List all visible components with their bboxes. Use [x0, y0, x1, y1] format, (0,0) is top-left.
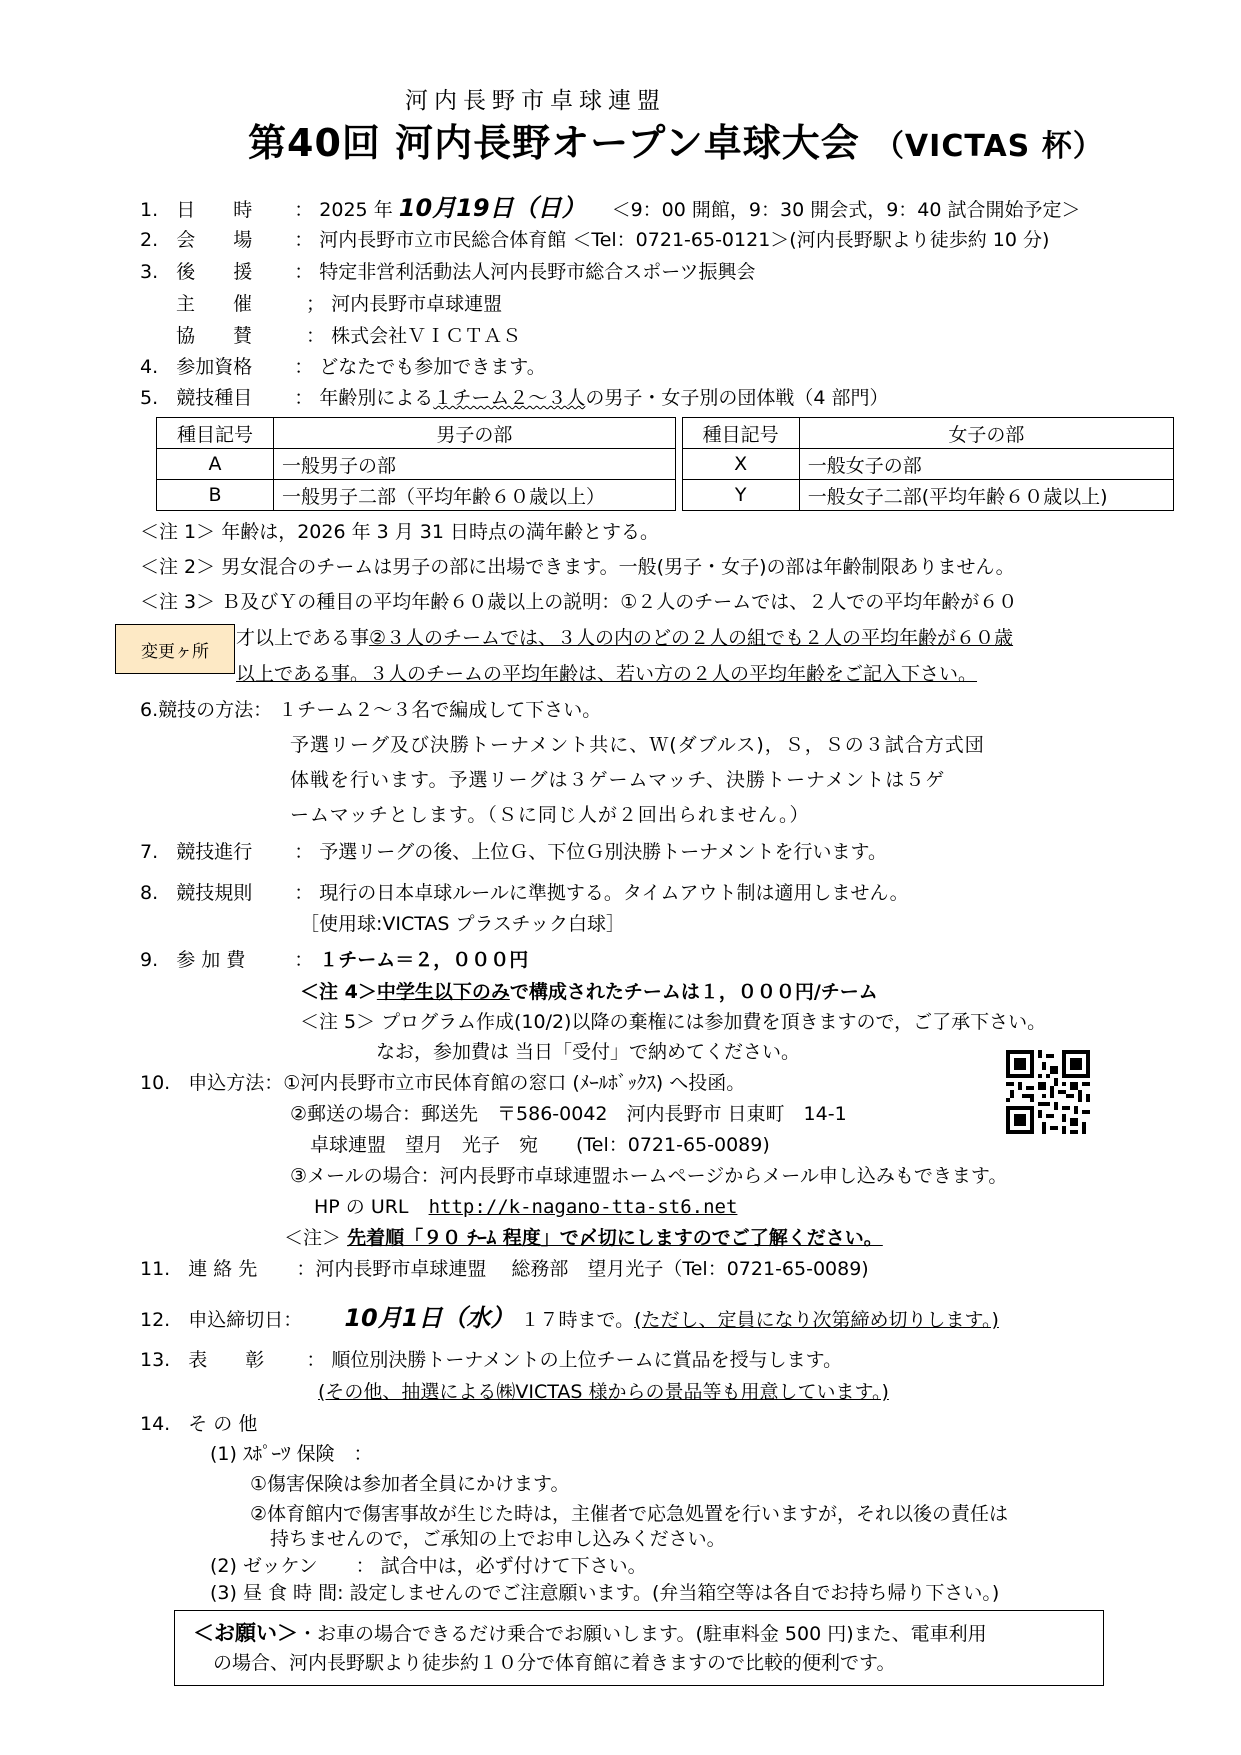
item-apply: 10. 申込方法：①河内長野市立市民体育館の窓口 (ﾒｰﾙﾎﾞｯｸｽ) へ投函。	[140, 1072, 746, 1094]
item-rules: 8. 競技規則 ： 現行の日本卓球ルールに準拠する。タイムアウト制は適用しません。	[140, 882, 909, 904]
note-3: ＜注 3＞ Ｂ及びＹの種目の平均年齢６０歳以上の説明：①２人のチームでは、２人での平均年齢が６０	[140, 591, 1018, 613]
other-lunch: (3) 昼 食 時 間: 設定しませんのでご注意願います。(弁当箱空等は各自でお持ち帰り下さい。)	[210, 1582, 1000, 1604]
other-insurance-1: ①傷害保険は参加者全員にかけます。	[250, 1473, 570, 1495]
note-3-line-2: 才以上である事②３人のチームでは、３人の内のどの２人の組でも２人の平均年齢が６０歳	[236, 627, 1014, 649]
item-host: 主 催 ； 河内長野市卓球連盟	[176, 293, 503, 315]
table-cell: 一般女子の部	[799, 449, 1173, 480]
table-cell: A	[157, 449, 274, 480]
events-table	[156, 417, 1174, 511]
apply-line-3: 卓球連盟 望月 光子 宛 (Tel：0721-65-0089)	[310, 1134, 770, 1156]
note-1: ＜注 1＞ 年齢は，2026 年 3 月 31 日時点の満年齢とする。	[140, 521, 660, 543]
event-date: 10月19日（日）	[398, 194, 586, 222]
item-progress: 7. 競技進行 ： 予選リーグの後、上位Ｇ、下位Ｇ別決勝トーナメントを行います。	[140, 841, 888, 863]
apply-note: ＜注＞ 先着順「９０ ﾁｰﾑ 程度」で〆切にしますのでご了解ください。	[284, 1227, 883, 1249]
fee-note-6: なお，参加費は 当日「受付」で納めてください。	[376, 1041, 801, 1063]
apply-line-2: ②郵送の場合：郵送先 〒586-0042 河内長野市 日東町 14-1	[290, 1103, 847, 1125]
apply-url-line: HP の URL http://k-nagano-tta-st6.net	[314, 1196, 738, 1218]
table-header: 男子の部	[274, 418, 676, 449]
other-bib: (2) ゼッケン ： 試合中は，必ず付けて下さい。	[210, 1555, 647, 1577]
table-cell: 一般女子二部(平均年齢６０歳以上)	[799, 480, 1173, 511]
method-line-3: 体戦を行います。予選リーグは３ゲームマッチ、決勝トーナメントは５ゲ	[290, 769, 946, 791]
organization-name: 河内長野市卓球連盟	[405, 88, 666, 114]
title-main: 第40回 河内長野オープン卓球大会	[248, 121, 860, 165]
changed-section-label: 変更ヶ所	[115, 624, 235, 674]
page-title	[248, 112, 1104, 167]
request-box	[174, 1610, 1104, 1686]
item-support: 3. 後 援 ： 特定非営利活動法人河内長野市総合スポーツ振興会	[140, 261, 756, 283]
rules-ball: ［使用球:VICTAS プラスチック白球］	[300, 913, 625, 935]
note-2: ＜注 2＞ 男女混合のチームは男子の部に出場できます。一般(男子・女子)の部は年齢制限ありません。	[140, 556, 1015, 578]
table-row	[157, 449, 1174, 480]
item-deadline: 12. 申込締切日： 10月1日（水） １７時まで。(ただし、定員になり次第締め切りします。)	[140, 1304, 999, 1332]
method-line-4: ームマッチとします。（Ｓに同じ人が２回出られません。）	[290, 804, 810, 826]
table-cell: B	[157, 480, 274, 511]
table-cell: 一般男子の部	[274, 449, 676, 480]
table-header-row	[157, 418, 1174, 449]
note-3-line-3: 以上である事。３人のチームの平均年齢は、若い方の２人の平均年齢をご記入下さい。	[236, 663, 978, 685]
request-line-1: ＜お願い＞・お車の場合できるだけ乗合でお願いします。(駐車料金 500 円)また、電車利用	[193, 1621, 987, 1645]
item-fee: 9. 参 加 費 ： １チーム＝２，０００円	[140, 949, 529, 971]
table-header: 種目記号	[157, 418, 274, 449]
item-venue: 2. 会 場 ： 河内長野市立市民総合体育館 ＜Tel：0721-65-0121＞(河内長野駅より徒歩約 10 分)	[140, 229, 1050, 251]
item-date: 1. 日 時 ： 2025 年 10月19日（日） ＜9：00 開館，9：30 開会式，9：40 試合開始予定＞	[140, 194, 1081, 222]
qr-code-icon	[1006, 1050, 1090, 1134]
item-award: 13. 表 彰 ： 順位別決勝トーナメントの上位チームに賞品を授与します。	[140, 1349, 843, 1371]
other-insurance: (1) ｽﾎﾟｰﾂ 保険 ：	[210, 1443, 373, 1465]
apply-line-4: ③メールの場合：河内長野市卓球連盟ホームページからメール申し込みもできます。	[290, 1165, 1008, 1187]
table-cell: 一般男子二部（平均年齢６０歳以上）	[274, 480, 676, 511]
fee-note-4: ＜注 4＞中学生以下のみで構成されたチームは１，０００円/チーム	[300, 981, 878, 1003]
item-eligibility: 4. 参加資格 ： どなたでも参加できます。	[140, 356, 546, 378]
item-sponsor: 協 賛 ： 株式会社ＶＩＣＴＡＳ	[176, 325, 522, 347]
table-row	[157, 480, 1174, 511]
method-line-2: 予選リーグ及び決勝トーナメント共に、Ｗ(ダブルス)，Ｓ，Ｓの３試合方式団	[290, 734, 985, 756]
item-events: 5. 競技種目 ： 年齢別による１チーム２～３人の男子・女子別の団体戦（4 部門）	[140, 387, 889, 409]
homepage-link[interactable]: http://k-nagano-tta-st6.net	[428, 1196, 738, 1218]
fee-note-5: ＜注 5＞ プログラム作成(10/2)以降の棄権には参加費を頂きますので，ご了承下さい。	[300, 1011, 1047, 1033]
item-other: 14. そ の 他	[140, 1413, 258, 1435]
request-line-2: の場合、河内長野駅より徒歩約１０分で体育館に着きますので比較的便利です。	[213, 1652, 896, 1674]
table-cell: X	[682, 449, 799, 480]
table-cell: Y	[682, 480, 799, 511]
award-note: (その他、抽選による㈱VICTAS 様からの景品等も用意しています。)	[318, 1381, 889, 1403]
deadline-date: 10月1日（水）	[344, 1304, 515, 1332]
table-header: 種目記号	[682, 418, 799, 449]
other-insurance-2b: 持ちませんので，ご承知の上でお申し込みください。	[270, 1528, 726, 1550]
item-method: 6.競技の方法： １チーム２～３名で編成して下さい。	[140, 699, 602, 721]
item-contact: 11. 連 絡 先 ：河内長野市卓球連盟 総務部 望月光子（Tel：0721-65-0089)	[140, 1258, 869, 1280]
other-insurance-2: ②体育館内で傷害事故が生じた時は，主催者で応急処置を行いますが，それ以後の責任は	[250, 1503, 1009, 1525]
title-sub: （VICTAS 杯）	[873, 129, 1104, 164]
table-header: 女子の部	[799, 418, 1173, 449]
